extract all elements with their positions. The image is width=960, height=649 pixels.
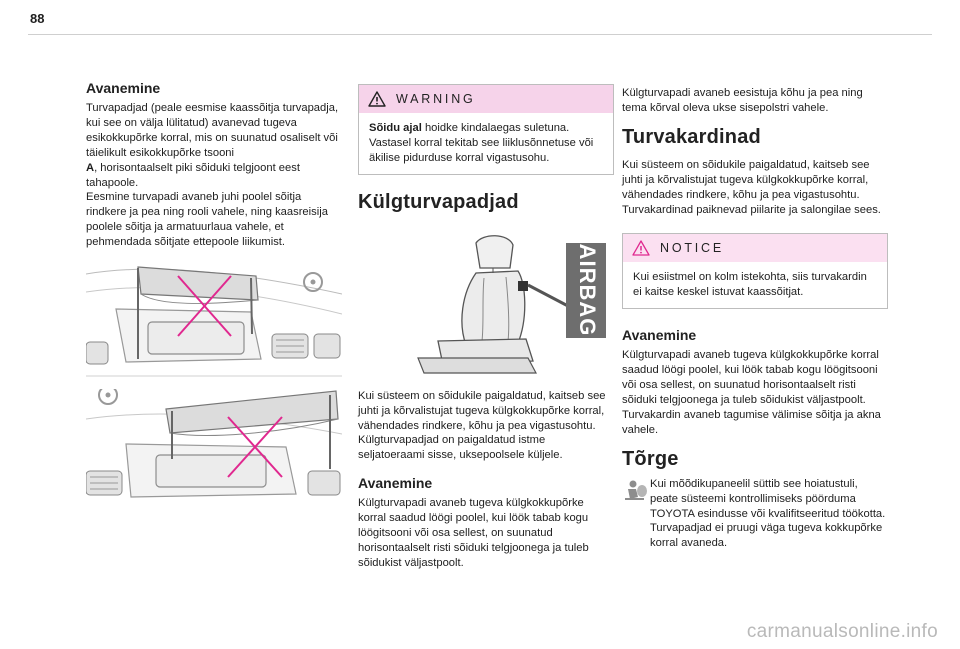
paragraph-side-airbag-intro: Külgturvapadi avaneb eesistuja kõhu ja pea ning tema kõrval oleva ukse sisepolstri vahele. xyxy=(622,87,863,114)
paragraph-side-airbag-deploy: Külgturvapadi avaneb tugeva külgkokkupõrke korral saadud löögi poolel, kui löök tabab kogu löögitsooni või osa sellest, on suunatud horisontaalselt risti sõiduki telgjoonega ja tuleb sõidukist väljastpoolt. xyxy=(358,497,589,569)
paragraph-curtain-deploy-position: Turvakardin avaneb tagumise välimise sõitja ja akna vahele. xyxy=(622,408,881,436)
section-heading-kulgturvapadjad: Külgturvapadjad xyxy=(358,190,519,213)
column-2 xyxy=(358,84,614,571)
notice-text: Kui esiistmel on kolm istekohta, siis turvakardin ei kaitse keskel istuvat kaassõitjat. xyxy=(633,271,867,299)
paragraph-side-airbag-location: Külgturvapadjad on paigaldatud istme seljatoeraami sisse, uksepoolsele küljele. xyxy=(358,434,563,462)
section-heading-avanemine-3: Avanemine xyxy=(622,327,697,344)
notice-header xyxy=(623,234,887,262)
notice-body xyxy=(623,262,887,308)
airbag-warning-light-icon xyxy=(622,477,650,503)
side-airbag-illustration xyxy=(358,223,614,375)
page-number: 88 xyxy=(30,11,45,26)
paragraph-curtain-location: Turvakardinad paiknevad piilarite ja salongilae sees. xyxy=(622,203,881,216)
front-airbag-illustrations xyxy=(86,264,342,514)
warning-header xyxy=(359,85,613,113)
notice-title: NOTICE xyxy=(660,241,725,256)
fault-tip xyxy=(622,477,888,552)
airbag-label: AIRBAG xyxy=(575,243,601,337)
warning-text: Sõidu ajal hoidke kindalaegas suletuna. Vastasel korral tekitab see liiklusõnnetuse või äkilise pidurduse korral vigastusohu. xyxy=(369,122,594,164)
paragraph-side-airbag: Kui süsteem on sõidukile paigaldatud, kaitseb see juhti ja kõrvalistujat tugeva külgkokkupõrke korral, vähendades rindkere, kõhu ja pea vigastusohtu. xyxy=(358,389,606,432)
seat-illustration xyxy=(358,223,614,375)
fault-text: Kui mõõdikupaneelil süttib see hoiatustuli, peate süsteemi kontrollimiseks pöörduma TOYOTA esindusse või kvalifitseeritud töökotta. Turvapadjad ei pruugi väga tugeva kokkupõrke korral avaneda. xyxy=(650,477,886,550)
warning-body xyxy=(359,113,613,174)
paragraph-curtain-deploy: Külgturvapadi avaneb tugeva külgkokkupõrke korral saadud löögi poolel, kui löök tabab kogu löögitsooni või osa sellest, on suunatud horisontaalselt risti sõiduki telgjoonega ja tuleb sõidukist väljastpoolt. xyxy=(622,349,879,406)
section-heading-turvakardinad: Turvakardinad xyxy=(622,125,761,148)
driver-airbag-illustration xyxy=(86,264,342,384)
header-rule xyxy=(28,34,932,35)
column-3 xyxy=(622,86,888,551)
paragraph-curtain-airbag: Kui süsteem on sõidukile paigaldatud, kaitseb see juhti ja kõrvalistujat tugeva külgkokkupõrke korral, vähendades rindkere, kõhu ja pea vigastusohtu. xyxy=(622,158,870,201)
paragraph-front-airbag-deploy: Turvapadjad (peale eesmise kaassõitja turvapadja, kui see on välja lülitatud) avanevad tugeva esikokkupõrke korral, mis on suunatud osaliselt või täielikult esikokkupõrke tsooni A, horisontaalselt piki sõiduki telgjoont eest tahapoole. Eesmine turvapadi avaneb juhi poolel sõitja rindkere ja pea ning rooli vahele, ning kaasreisija poolele sõitja ja armatuurlaua vahele, et pehmendada sõitjate ettepoole liikumist. xyxy=(86,102,339,249)
warning-title: WARNING xyxy=(396,92,476,106)
section-heading-avanemine-2: Avanemine xyxy=(358,475,433,492)
notice-box xyxy=(622,233,888,309)
section-heading-torge: Tõrge xyxy=(622,447,679,470)
watermark: carmanualsonline.info xyxy=(746,621,938,642)
section-heading-avanemine: Avanemine xyxy=(86,80,161,96)
warning-box xyxy=(358,84,614,175)
passenger-airbag-illustration xyxy=(86,389,342,509)
zone-label-a: A xyxy=(86,161,95,174)
warning-triangle-icon xyxy=(368,91,386,107)
warning-triangle-icon xyxy=(632,240,650,256)
column-1 xyxy=(86,80,342,514)
